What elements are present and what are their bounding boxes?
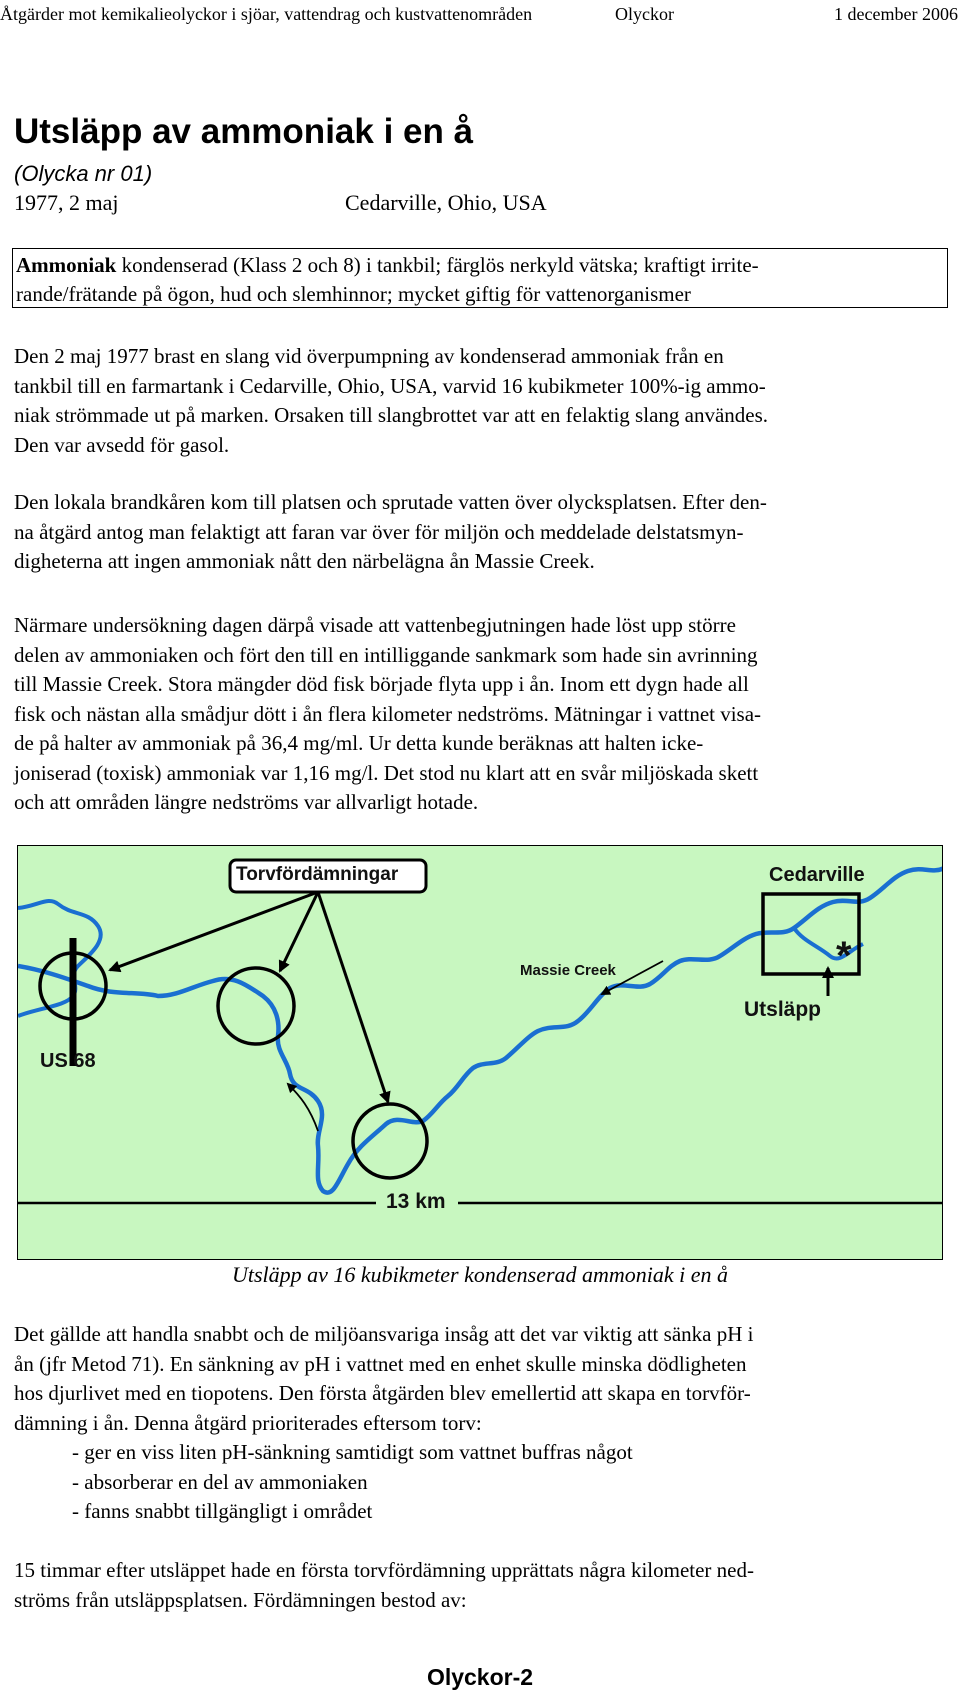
paragraph-line: Närmare undersökning dagen därpå visade att vattenbegjutningen hade löst upp större	[14, 613, 736, 637]
substance-box	[12, 248, 948, 308]
paragraph-line: Det gällde att handla snabbt och de miljöansvariga insåg att det var viktig att sänka pH i	[14, 1322, 754, 1346]
town-label: Cedarville	[769, 864, 865, 886]
substance-name: Ammoniak	[16, 253, 117, 277]
paragraph-line: joniserad (toxisk) ammoniak var 1,16 mg/l. Det stod nu klart att en svår miljöskada skett	[14, 760, 759, 785]
paragraph-4	[14, 1320, 946, 1527]
dams-label: Torvfördämningar	[236, 864, 399, 885]
accident-number: (Olycka nr 01)	[14, 161, 153, 186]
list-item: - fanns snabbt tillgängligt i området	[72, 1499, 373, 1523]
paragraph-line: ströms från utsläppsplatsen. Fördämningen bestod av:	[14, 1587, 467, 1612]
list-item: - ger en viss liten pH-sänkning samtidigt som vattnet buffras något	[72, 1440, 633, 1464]
list-item: - absorberar en del av ammoniaken	[72, 1469, 368, 1494]
page-footer: Olyckor-2	[426, 1664, 534, 1690]
paragraph-line: ån (jfr Metod 71). En sänkning av pH i vattnet med en enhet skulle minska dödligheten	[14, 1351, 747, 1376]
spill-marker: *	[836, 934, 852, 978]
paragraph-1	[14, 342, 946, 460]
dam-circle-2	[218, 968, 294, 1044]
header-section: Olyckor	[615, 4, 674, 24]
distance-label: 13 km	[386, 1190, 446, 1213]
paragraph-line: niak strömmade ut på marken. Orsaken till slangbrottet var att en felaktig slang användes.	[14, 403, 769, 427]
road-label: US 68	[40, 1050, 96, 1072]
paragraph-line: Den var avsedd för gasol.	[14, 432, 230, 457]
paragraph-line: delen av ammoniaken och fört den till en intilliggande sankmark som hade sin avrinning	[14, 642, 758, 667]
paragraph-3	[14, 611, 946, 818]
running-header	[0, 4, 960, 28]
accident-place: Cedarville, Ohio, USA	[345, 190, 547, 215]
paragraph-line: tankbil till en farmartank i Cedarville, Ohio, USA, varvid 16 kubikmeter 100%-ig ammo-	[14, 373, 766, 398]
paragraph-line: dämning i ån. Denna åtgärd prioriterades eftersom torv:	[14, 1410, 482, 1435]
map-drawing	[18, 846, 943, 1260]
dateline	[14, 190, 614, 218]
map-caption: Utsläpp av 16 kubikmeter kondenserad ammoniak i en å	[231, 1262, 729, 1287]
header-date: 1 december 2006	[834, 4, 958, 24]
spill-label: Utsläpp	[744, 998, 822, 1021]
river-branch	[794, 928, 863, 959]
paragraph-line: de på halter av ammoniak på 36,4 mg/ml. Ur detta kunde beräknas att halten icke-	[14, 731, 704, 755]
paragraph-line: och att områden längre nedströms var allvarligt hotade.	[14, 790, 479, 814]
accident-date: 1977, 2 maj	[14, 190, 119, 215]
page-title: Utsläpp av ammoniak i en å	[14, 112, 474, 151]
creek-map	[17, 845, 943, 1260]
river-massie-creek	[18, 868, 943, 1193]
paragraph-line: 15 timmar efter utsläppet hade en första torvfördämning upprättats några kilometer ned-	[14, 1558, 754, 1582]
substance-line-1: kondenserad (Klass 2 och 8) i tankbil; färglös nerkyld vätska; kraftigt irrite-	[116, 253, 759, 277]
paragraph-line: na åtgärd antog man felaktigt att faran var över för miljön och meddelade delstatsmyn-	[14, 519, 744, 544]
arrow-to-dam-3	[318, 892, 388, 1102]
creek-label: Massie Creek	[520, 962, 616, 979]
paragraph-2	[14, 488, 946, 577]
paragraph-line: Den 2 maj 1977 brast en slang vid överpumpning av kondenserad ammoniak från en	[14, 344, 724, 368]
paragraph-line: hos djurlivet med en tiopotens. Den första åtgärden blev emellertid att skapa en torvför-	[14, 1381, 751, 1405]
paragraph-5	[14, 1556, 946, 1615]
header-document-title: Åtgärder mot kemikalieolyckor i sjöar, vattendrag och kustvattenområden	[0, 4, 533, 24]
substance-line-2: rande/frätande på ögon, hud och slemhinnor; mycket giftig för vattenorganismer	[16, 282, 691, 306]
paragraph-line: fisk och nästan alla smådjur dött i ån flera kilometer nedströms. Mätningar i vattnet visa-	[14, 701, 762, 726]
paragraph-line: digheterna att ingen ammoniak nått den närbelägna ån Massie Creek.	[14, 549, 595, 573]
paragraph-line: till Massie Creek. Stora mängder död fisk började flyta upp i ån. Inom ett dygn hade all	[14, 672, 749, 696]
paragraph-line: Den lokala brandkåren kom till platsen och sprutade vatten över olycksplatsen. Efter den-	[14, 490, 767, 514]
